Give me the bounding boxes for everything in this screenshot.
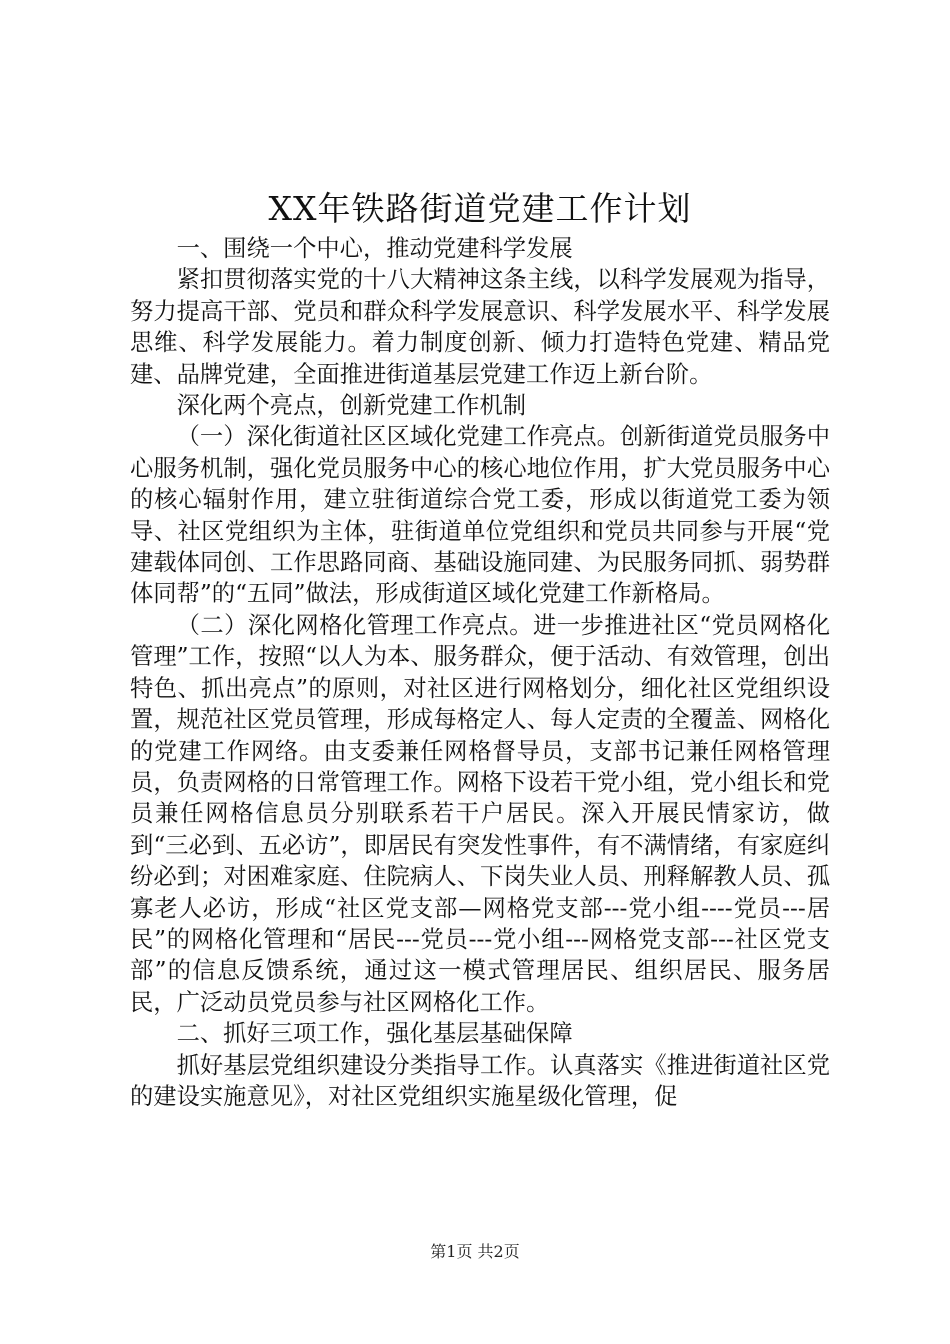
section-heading-2: 二、抓好三项工作，强化基层基础保障 <box>176 1020 573 1048</box>
document-page <box>130 185 830 1112</box>
document-title: XX年铁路街道党建工作计划 <box>268 189 692 228</box>
page-footer: 第1页 共2页 <box>430 1242 520 1261</box>
subsection-heading: 深化两个亮点，创新党建工作机制 <box>176 392 527 420</box>
paragraph-1: 紧扣贯彻落实党的十八大精神这条主线，以科学发展观为指导，努力提高干部、党员和群众科学发展意识、科学发展水平、科学发展思维、科学发展能力。着力制度创新、倾力打造特色党建、精品党建、品牌党建，全面推进街道基层党建工作迈上新台阶。 <box>130 266 830 388</box>
paragraph-3: （二）深化网格化管理工作亮点。进一步推进社区“党员网格化管理”工作，按照“以人为本、服务群众，便于活动、有效管理，创出特色、抓出亮点”的原则，对社区进行网格划分，细化社区党组织设置，规范社区党员管理，形成每格定人、每人定责的全覆盖、网格化的党建工作网络。由支委兼任网格督导员，支部书记兼任网格管理员，负责网格的日常管理工作。网格下设若干党小组，党小组长和党员兼任网格信息员分别联系若干户居民。深入开展民情家访，做到“三必到、五必访”，即居民有突发性事件，有不满情绪，有家庭纠纷必到；对困难家庭、住院病人、下岗失业人员、刑释解教人员、孤寡老人必访，形成“社区党支部—网格党支部---党小组----党员---居民”的网格化管理和“居民---党员---党小组---网格党支部---社区党支部”的信息反馈系统，通过这一模式管理居民、组织居民、服务居民，广泛动员党员参与社区网格化工作。 <box>130 611 830 1016</box>
section-heading-1: 一、围绕一个中心，推动党建科学发展 <box>176 235 573 262</box>
paragraph-2: （一）深化街道社区区域化党建工作亮点。创新街道党员服务中心服务机制，强化党员服务中心的核心地位作用，扩大党员服务中心的核心辐射作用，建立驻街道综合党工委，形成以街道党工委为领导、社区党组织为主体，驻街道单位党组织和党员共同参与开展“党建载体同创、工作思路同商、基础设施同建、为民服务同抓、弱势群体同帮”的“五同”做法，形成街道区域化党建工作新格局。 <box>130 423 830 608</box>
paragraph-4: 抓好基层党组织建设分类指导工作。认真落实《推进街道社区党的建设实施意见》，对社区党组织实施星级化管理，促 <box>130 1051 830 1110</box>
